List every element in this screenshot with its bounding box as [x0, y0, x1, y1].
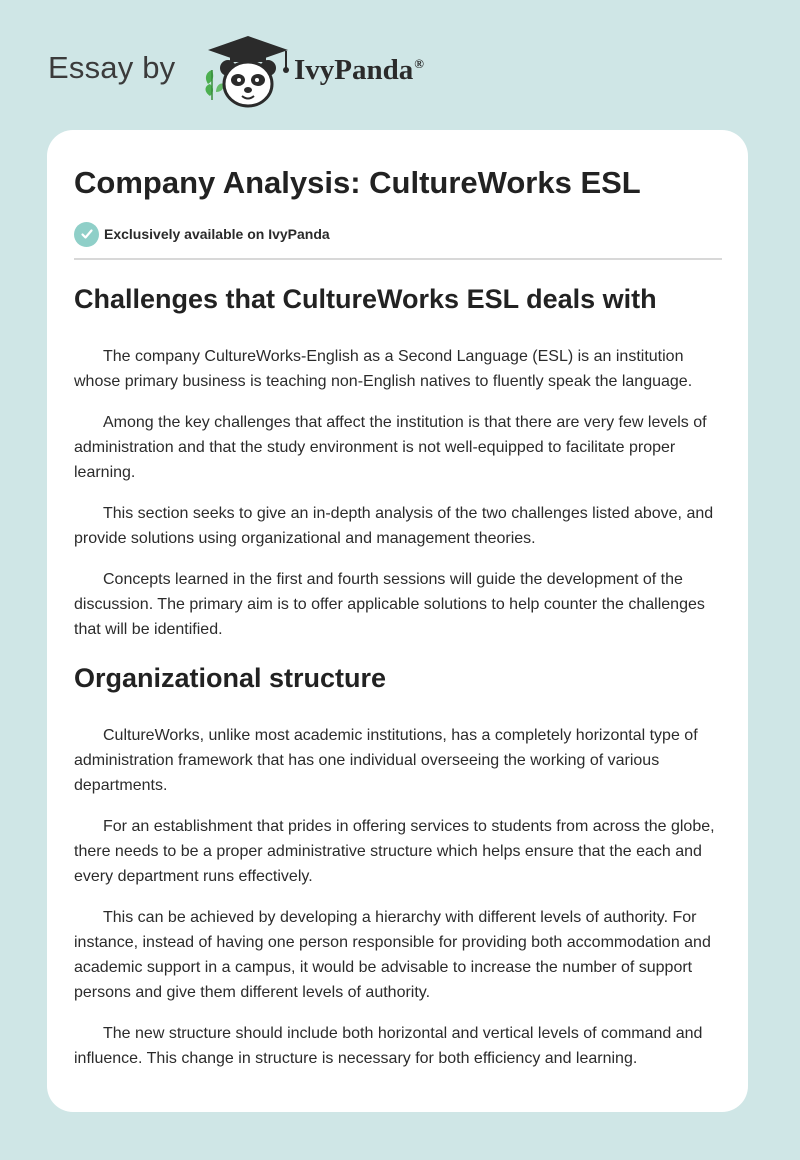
paragraph: This section seeks to give an in-depth analysis of the two challenges listed above, and provide solutions using organizational and management theories.	[74, 505, 714, 547]
brand-prefix: Essay by	[48, 50, 176, 85]
paragraph: The new structure should include both horizontal and vertical levels of command and influence. This change in structure is necessary for both efficiency and learning.	[74, 1025, 703, 1067]
paragraph: CultureWorks, unlike most academic institutions, has a completely horizontal type of administration framework that has one individual overseeing the working of various departments.	[74, 727, 698, 794]
section-heading-organizational-structure: Organizational structure	[74, 663, 387, 693]
essay-card	[47, 130, 748, 1112]
registered-mark: ®	[414, 56, 424, 72]
exclusive-badge	[74, 221, 722, 247]
paragraph: This can be achieved by developing a hierarchy with different levels of authority. For instance, instead of having one person responsible for providing both accommodation and academic support in a campus, it would be advisable to increase the number of support persons and give them different levels of authority.	[74, 909, 711, 1001]
brand-name	[294, 54, 424, 87]
brand-name-text: IvyPanda	[294, 54, 414, 86]
exclusive-badge-label: Exclusively available on IvyPanda	[104, 226, 330, 242]
panda-graduate-icon	[202, 34, 294, 110]
section-heading-challenges: Challenges that CultureWorks ESL deals with	[74, 284, 657, 314]
brand-header	[48, 30, 508, 112]
paragraph: Concepts learned in the first and fourth sessions will guide the development of the discussion. The primary aim is to offer applicable solutions to help counter the challenges that will be identified.	[74, 571, 705, 638]
title-divider	[74, 258, 722, 260]
paragraph: The company CultureWorks-English as a Second Language (ESL) is an institution whose primary business is teaching non-English natives to fluently speak the language.	[74, 348, 693, 390]
essay-content	[74, 162, 722, 1071]
paragraph: Among the key challenges that affect the institution is that there are very few levels of administration and that the study environment is not well-equipped to facilitate proper learning.	[74, 414, 707, 481]
check-circle-icon	[74, 222, 99, 247]
page-title: Company Analysis: CultureWorks ESL	[74, 165, 641, 200]
paragraph: For an establishment that prides in offering services to students from across the globe, there needs to be a proper administrative structure which helps ensure that the each and every department runs effectively.	[74, 818, 715, 885]
